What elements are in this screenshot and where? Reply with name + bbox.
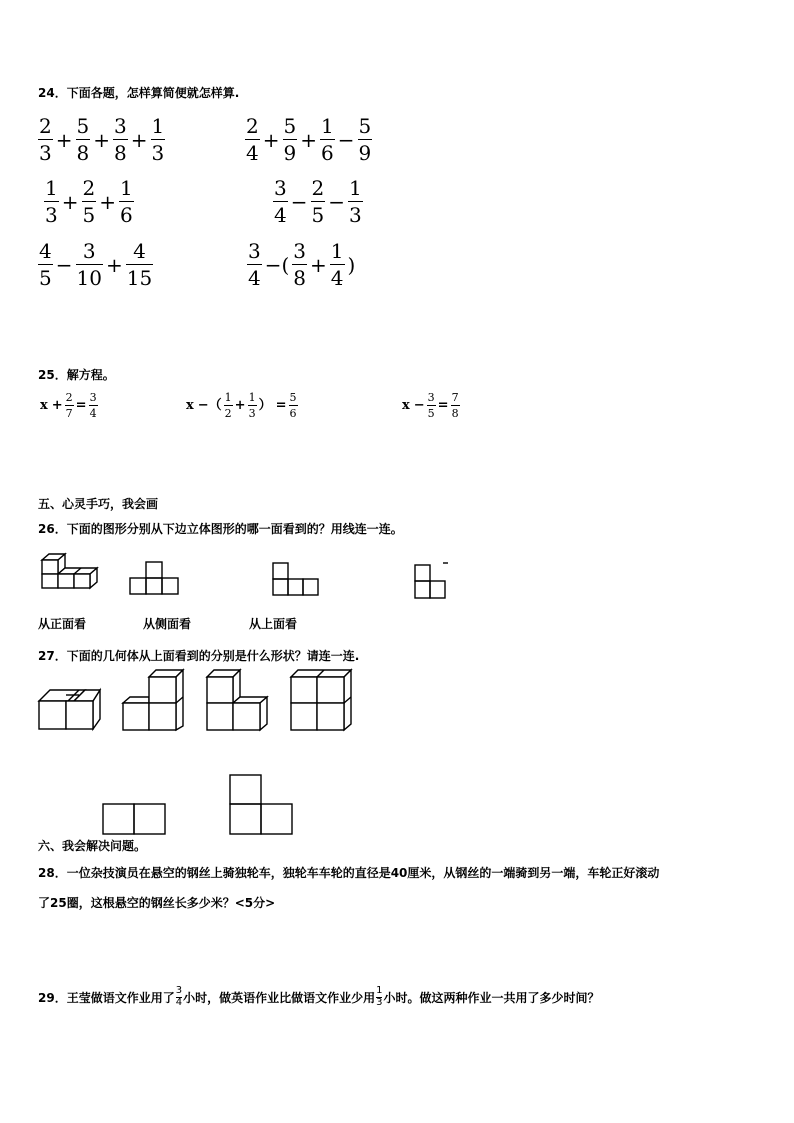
q29-part-3: 小时。做这两种作业一共用了多少时间？ — [383, 990, 600, 1005]
fraction: $\frac{5}{6}$ — [289, 391, 297, 420]
fraction: $\frac{2}{3}$ — [39, 114, 52, 165]
q27-top-view-1 — [102, 803, 166, 835]
fraction: $\frac{1}{2}$ — [224, 391, 232, 420]
q26-label-front: 从正面看 — [38, 617, 87, 631]
q27-solid-1 — [38, 686, 102, 730]
q24-expr-1: $\frac{2}{3}$ + $\frac{5}{8}$ + $\frac{3}{8}$ + $\frac{1}{3}$ — [39, 114, 165, 165]
q28-line-2: 了25圈，这根悬空的钢丝长多少米？<5分> — [38, 896, 276, 910]
fraction: $\frac{1}{3}$ — [151, 114, 165, 165]
q27-solid-2 — [122, 668, 186, 732]
fraction: $\frac{5}{9}$ — [283, 114, 297, 165]
fraction: $\frac{2}{5}$ — [82, 176, 96, 227]
q27-solid-3 — [206, 668, 270, 732]
q24-expr-6: $\frac{3}{4}$ −( $\frac{3}{8}$ + $\frac{1}{4}$ ) — [248, 239, 356, 290]
q24-expr-4: $\frac{3}{4}$ − $\frac{2}{5}$ − $\frac{1}{3}$ — [274, 176, 362, 227]
fraction: $\frac{5}{9}$ — [358, 114, 372, 165]
section-5-title: 五、心灵手巧，我会画 — [38, 497, 159, 511]
fraction: $\frac{7}{8}$ — [451, 391, 459, 420]
fraction: $\frac{2}{4}$ — [246, 114, 259, 165]
fraction: $\frac{2}{7}$ — [65, 391, 73, 420]
q26-view-shape-3 — [414, 562, 450, 602]
q27-top-view-2 — [229, 774, 295, 836]
fraction: $\frac{4}{5}$ — [39, 239, 52, 290]
q26-label-side: 从侧面看 — [143, 617, 192, 631]
fraction: $\frac{3}{4}$ — [274, 176, 287, 227]
q27-solid-4 — [290, 668, 354, 732]
fraction: $\frac{3}{4}$ — [248, 239, 261, 290]
q27-title: 27．下面的几何体从上面看到的分别是什么形状？请连一连. — [38, 649, 360, 663]
q26-label-top: 从上面看 — [249, 617, 298, 631]
q28-line-1: 28．一位杂技演员在悬空的钢丝上骑独轮车，独轮车车轮的直径是40厘米，从钢丝的一端骑到另一端，车轮正好滚动 — [38, 866, 660, 880]
q26-title: 26．下面的图形分别从下边立体图形的哪一面看到的？用线连一连。 — [38, 522, 403, 536]
q26-view-shape-2 — [272, 562, 322, 598]
q26-solid-figure — [38, 552, 100, 598]
q25-eq-1: x + $\frac{2}{7}$ = $\frac{3}{4}$ — [40, 391, 97, 420]
q29-text — [38, 986, 599, 1008]
fraction: $\frac{4}{15}$ — [126, 239, 153, 290]
q25-eq-3: x − $\frac{3}{5}$ = $\frac{7}{8}$ — [402, 391, 459, 420]
fraction: $\frac{1}{3}$ — [376, 985, 383, 1008]
q29-part-1: 29．王莹做语文作业用了 — [38, 990, 175, 1005]
q26-view-shape-1 — [130, 560, 180, 596]
fraction: $\frac{3}{8}$ — [293, 239, 307, 290]
fraction: $\frac{1}{4}$ — [330, 239, 344, 290]
fraction: $\frac{1}{3}$ — [349, 176, 362, 227]
fraction: $\frac{1}{3}$ — [45, 176, 58, 227]
section-6-title: 六、我会解决问题。 — [38, 839, 147, 853]
q29-part-2: 小时，做英语作业比做语文作业少用 — [183, 990, 376, 1005]
q24-title: 24．下面各题，怎样算简便就怎样算. — [38, 86, 240, 100]
q24-expr-2: $\frac{2}{4}$ + $\frac{5}{9}$ + $\frac{1}{6}$ − $\frac{5}{9}$ — [246, 114, 372, 165]
fraction: $\frac{3}{10}$ — [76, 239, 102, 290]
fraction: $\frac{1}{6}$ — [321, 114, 334, 165]
q25-title: 25．解方程。 — [38, 368, 115, 382]
fraction: $\frac{2}{5}$ — [311, 176, 325, 227]
q25-eq-2: x −（ $\frac{1}{2}$ + $\frac{1}{3}$ ） = $\frac{5}{6}$ — [186, 391, 297, 420]
q24-expr-3: $\frac{1}{3}$ + $\frac{2}{5}$ + $\frac{1}{6}$ — [45, 176, 133, 227]
fraction: $\frac{3}{4}$ — [89, 391, 97, 420]
fraction: $\frac{3}{4}$ — [175, 985, 183, 1008]
fraction: $\frac{1}{3}$ — [248, 391, 256, 420]
fraction: $\frac{1}{6}$ — [120, 176, 133, 227]
fraction: $\frac{3}{8}$ — [114, 114, 127, 165]
q24-expr-5: $\frac{4}{5}$ − $\frac{3}{10}$ + $\frac{4}{15}$ — [39, 239, 153, 290]
fraction: $\frac{5}{8}$ — [76, 114, 90, 165]
fraction: $\frac{3}{5}$ — [427, 391, 435, 420]
